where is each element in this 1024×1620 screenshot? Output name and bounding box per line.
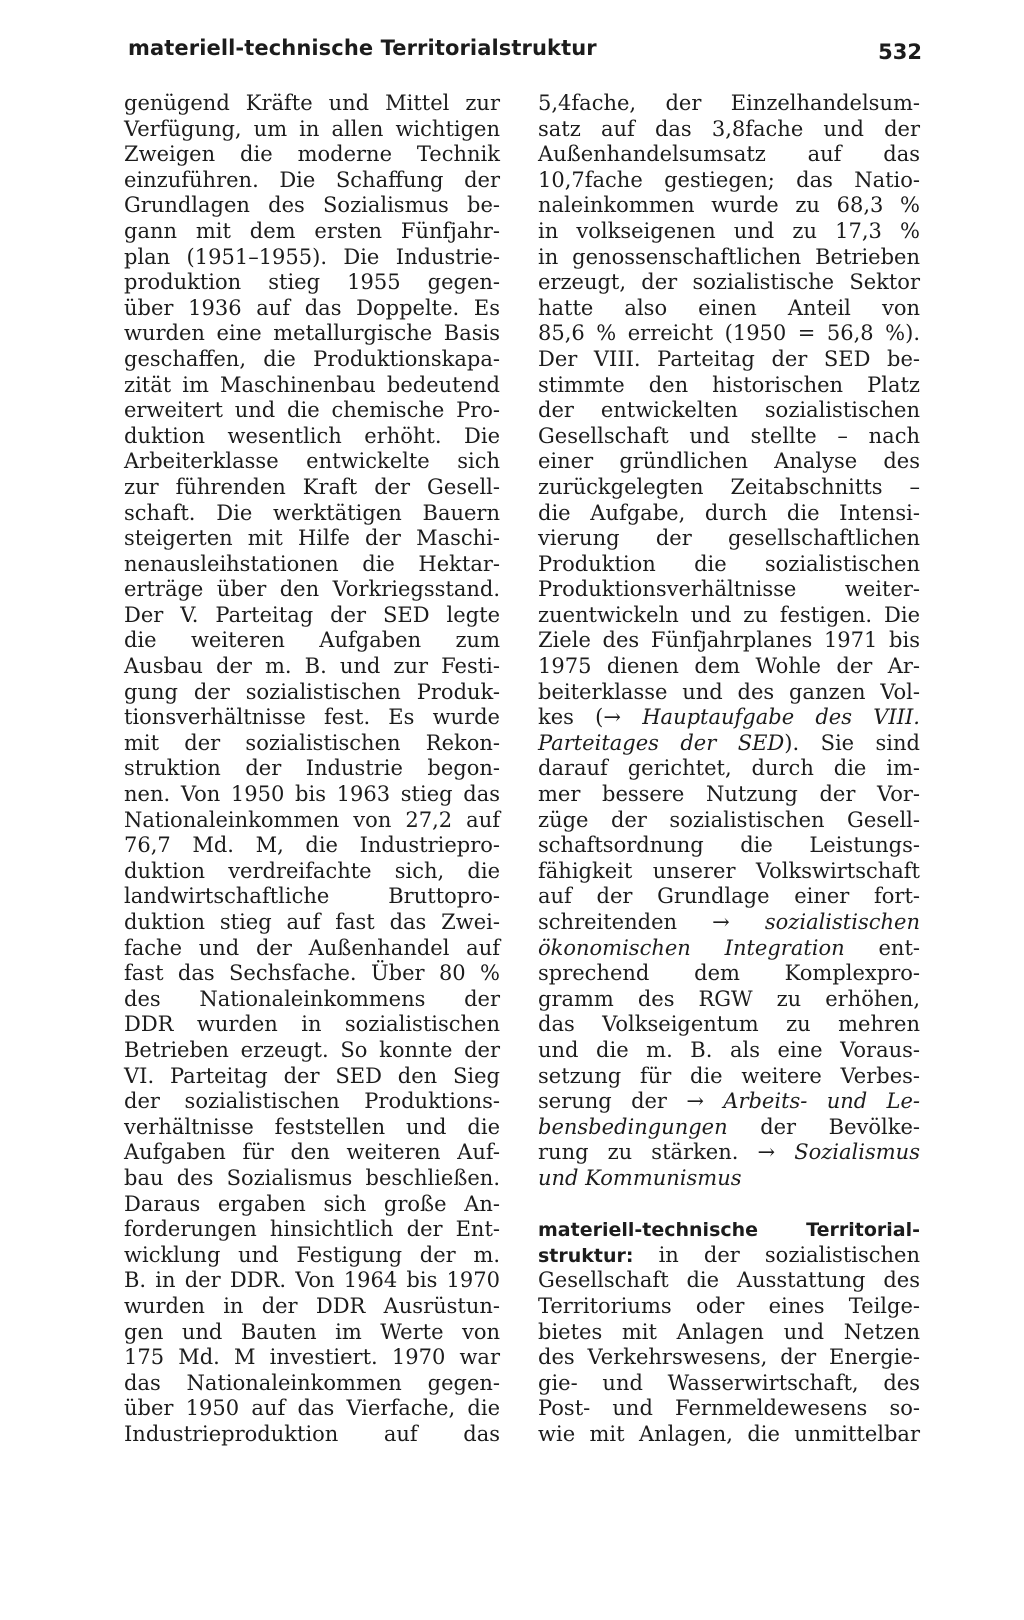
cross-reference[interactable]: bensbedingungen	[538, 1114, 728, 1139]
cross-reference[interactable]: und Kommunismus	[538, 1165, 742, 1190]
text-line: sprechend dem Komplexpro-	[538, 961, 920, 986]
cross-reference[interactable]: Arbeits- und Le-	[723, 1089, 921, 1114]
text-line: serung der → Arbeits- und Le-	[538, 1089, 921, 1114]
text-line: Betrieben erzeugt. So konnte der	[124, 1037, 500, 1062]
page-number: 532	[878, 40, 922, 64]
reference-arrow-icon: →	[686, 1089, 704, 1114]
reference-arrow-icon: →	[603, 705, 621, 730]
text-line	[538, 1217, 920, 1243]
cross-reference[interactable]: Parteitages der SED	[538, 730, 785, 755]
text-line: B. in der DDR. Von 1964 bis 1970	[124, 1268, 500, 1293]
text-line: setzung für die weitere Verbes-	[538, 1063, 920, 1088]
text-line: Ziele des Fünfjahrplanes 1971 bis	[538, 628, 920, 653]
text-line: Grundlagen des Sozialismus be-	[124, 193, 500, 218]
page-header	[128, 36, 922, 76]
text-line: über 1936 auf das Doppelte. Es	[124, 295, 500, 320]
text-line: stimmte den historischen Platz	[538, 372, 920, 397]
text-line: struktur: in der sozialistischen	[538, 1242, 920, 1267]
text-line: fähigkeit unserer Volkswirtschaft	[538, 858, 920, 883]
text-line: nen. Von 1950 bis 1963 stieg das	[124, 782, 500, 807]
text-line: der entwickelten sozialistischen	[538, 398, 920, 423]
text-line: mit der sozialistischen Rekon-	[124, 730, 500, 755]
text-line: vierung der gesellschaftlichen	[538, 526, 920, 551]
text-line: schaft. Die werktätigen Bauern	[124, 500, 500, 525]
text-line: und die m. B. als eine Voraus-	[538, 1037, 920, 1062]
text-line: Gesellschaft die Ausstattung des	[538, 1268, 920, 1293]
text-line: fast das Sechsfache. Über 80 %	[124, 961, 500, 986]
text-line: bensbedingungen der Bevölke-	[538, 1114, 920, 1139]
reference-arrow-icon: →	[712, 910, 730, 934]
text-line: kes (→ Hauptaufgabe des VIII.	[538, 705, 920, 730]
cross-reference[interactable]: ökonomischen Integration	[538, 935, 845, 960]
text-line: 85,6 % erreicht (1950 = 56,8 %).	[538, 321, 920, 346]
text-line: 10,7fache gestiegen; das Natio-	[538, 167, 920, 192]
text-line: gramm des RGW zu erhöhen,	[538, 986, 920, 1011]
text-line: VI. Parteitag der SED den Sieg	[124, 1063, 500, 1088]
right-column	[538, 91, 920, 1447]
text-line: des Verkehrswesens, der Energie-	[538, 1345, 920, 1370]
cross-reference[interactable]: Sozialismus	[794, 1140, 920, 1165]
text-line: Der V. Parteitag der SED legte	[124, 602, 500, 627]
text-line: forderungen hinsichtlich der Ent-	[124, 1217, 500, 1242]
text-line: gen und Bauten im Werte von	[124, 1319, 500, 1344]
text-line: verhältnisse feststellen und die	[124, 1114, 500, 1139]
entry-term: Territorial-	[806, 1219, 920, 1242]
text-line: gung der sozialistischen Produk-	[124, 679, 500, 704]
text-line: genügend Kräfte und Mittel zur	[124, 91, 500, 115]
text-line: wurden eine metallurgische Basis	[124, 321, 500, 346]
text-line: rung zu stärken. → Sozialismus	[538, 1140, 920, 1165]
text-line: zuentwickeln und zu festigen. Die	[538, 602, 920, 627]
text-line: fache und der Außenhandel auf	[124, 935, 500, 960]
text-line: Territoriums oder eines Teilge-	[538, 1293, 920, 1318]
text-line: Ausbau der m. B. und zur Festi-	[124, 654, 500, 679]
cross-reference[interactable]: sozialistischen	[764, 910, 920, 934]
text-line: duktion verdreifachte sich, die	[124, 858, 500, 883]
text-line: erträge über den Vorkriegsstand.	[124, 577, 500, 602]
text-line: DDR wurden in sozialistischen	[124, 1012, 500, 1037]
text-line: Post- und Fernmeldewesens so-	[538, 1396, 920, 1421]
text-line: Der VIII. Parteitag der SED be-	[538, 346, 920, 371]
right-column-block-d	[538, 1268, 920, 1447]
entry-term: materiell-technische	[538, 1219, 759, 1242]
text-line: nenausleihstationen die Hektar-	[124, 551, 500, 576]
text-line: produktion stieg 1955 gegen-	[124, 270, 500, 295]
text-line: Produktion die sozialistischen	[538, 551, 920, 576]
left-column	[124, 91, 500, 1447]
reference-arrow-icon: →	[757, 1140, 776, 1165]
text-line: schreitenden → sozialistischen	[538, 910, 920, 934]
text-line: 76,7 Md. M, die Industriepro-	[124, 833, 500, 858]
text-line: Produktionsverhältnisse weiter-	[538, 577, 920, 602]
text-line: züge der sozialistischen Gesell-	[538, 807, 920, 832]
text-line: gie- und Wasserwirtschaft, des	[538, 1370, 920, 1395]
right-column-block-c	[538, 961, 920, 1089]
text-line: wicklung und Festigung der m.	[124, 1242, 500, 1267]
text-line: naleinkommen wurde zu 68,3 %	[538, 193, 920, 218]
text-line: Parteitages der SED). Sie sind	[538, 730, 920, 755]
text-line: Gesellschaft und stellte – nach	[538, 423, 920, 448]
text-line: auf der Grundlage einer fort-	[538, 884, 920, 909]
text-line: das Nationaleinkommen gegen-	[124, 1370, 500, 1395]
text-line: Daraus ergaben sich große An-	[124, 1191, 500, 1216]
text-line: Außenhandelsumsatz auf das	[538, 142, 920, 167]
text-line: zur führenden Kraft der Gesell-	[124, 474, 500, 499]
text-line: das Volkseigentum zu mehren	[538, 1012, 920, 1037]
right-column-block-b	[538, 756, 920, 910]
text-line: Nationaleinkommen von 27,2 auf	[124, 807, 500, 832]
text-line: Zweigen die moderne Technik	[124, 142, 500, 167]
text-line: plan (1951–1955). Die Industrie-	[124, 244, 500, 269]
text-line: duktion stieg auf fast das Zwei-	[124, 910, 500, 934]
text-line: 175 Md. M investiert. 1970 war	[124, 1345, 500, 1370]
text-line: beiterklasse und des ganzen Vol-	[538, 679, 920, 704]
text-line: landwirtschaftliche Bruttopro-	[124, 884, 500, 909]
text-line: satz auf das 3,8fache und der	[538, 116, 920, 141]
text-line: geschaffen, die Produktionskapa-	[124, 346, 500, 371]
text-line: gann mit dem ersten Fünfjahr-	[124, 218, 500, 243]
text-line: in volkseigenen und zu 17,3 %	[538, 218, 920, 243]
text-line: wurden in der DDR Ausrüstun-	[124, 1293, 500, 1318]
text-line: duktion wesentlich erhöht. Die	[124, 423, 500, 448]
text-line: Arbeiterklasse entwickelte sich	[124, 449, 500, 474]
text-line: der sozialistischen Produktions-	[124, 1089, 500, 1114]
text-line: 5,4fache, der Einzelhandelsum-	[538, 91, 920, 115]
text-line: zität im Maschinenbau bedeutend	[124, 372, 500, 397]
cross-reference[interactable]: Hauptaufgabe des VIII.	[642, 705, 920, 730]
text-line: hatte also einen Anteil von	[538, 295, 920, 320]
text-line: erweitert und die chemische Pro-	[124, 398, 500, 423]
text-line: einzuführen. Die Schaffung der	[124, 167, 500, 192]
text-line: Industrieproduktion auf das	[124, 1421, 500, 1446]
text-line: struktion der Industrie begon-	[124, 756, 500, 781]
text-line: wie mit Anlagen, die unmittelbar	[538, 1421, 920, 1446]
text-line: über 1950 auf das Vierfache, die	[124, 1396, 500, 1421]
text-line: erzeugt, der sozialistische Sektor	[538, 270, 920, 295]
text-line: tionsverhältnisse fest. Es wurde	[124, 705, 500, 730]
text-line: schaftsordnung die Leistungs-	[538, 833, 920, 858]
text-line: Aufgaben für den weiteren Auf-	[124, 1140, 500, 1165]
text-line: die weiteren Aufgaben zum	[124, 628, 500, 653]
text-line: in genossenschaftlichen Betrieben	[538, 244, 920, 269]
text-line: des Nationaleinkommens der	[124, 986, 500, 1011]
text-line: einer gründlichen Analyse des	[538, 449, 920, 474]
text-line: darauf gerichtet, durch die im-	[538, 756, 920, 781]
text-line: zurückgelegten Zeitabschnitts –	[538, 474, 920, 499]
paragraph-gap	[538, 1192, 920, 1218]
text-line: steigerten mit Hilfe der Maschi-	[124, 526, 500, 551]
text-line: ökonomischen Integration ent-	[538, 935, 920, 960]
text-line: Verfügung, um in allen wichtigen	[124, 116, 500, 141]
text-line: mer bessere Nutzung der Vor-	[538, 782, 920, 807]
text-line: die Aufgabe, durch die Intensi-	[538, 500, 920, 525]
text-line	[538, 1166, 920, 1192]
text-line: bietes mit Anlagen und Netzen	[538, 1319, 920, 1344]
right-column-block-a	[538, 91, 920, 705]
text-line: 1975 dienen dem Wohle der Ar-	[538, 654, 920, 679]
running-head: materiell-technische Territorialstruktur	[128, 36, 597, 60]
entry-term: struktur:	[538, 1244, 634, 1267]
text-line: bau des Sozialismus beschließen.	[124, 1165, 500, 1190]
